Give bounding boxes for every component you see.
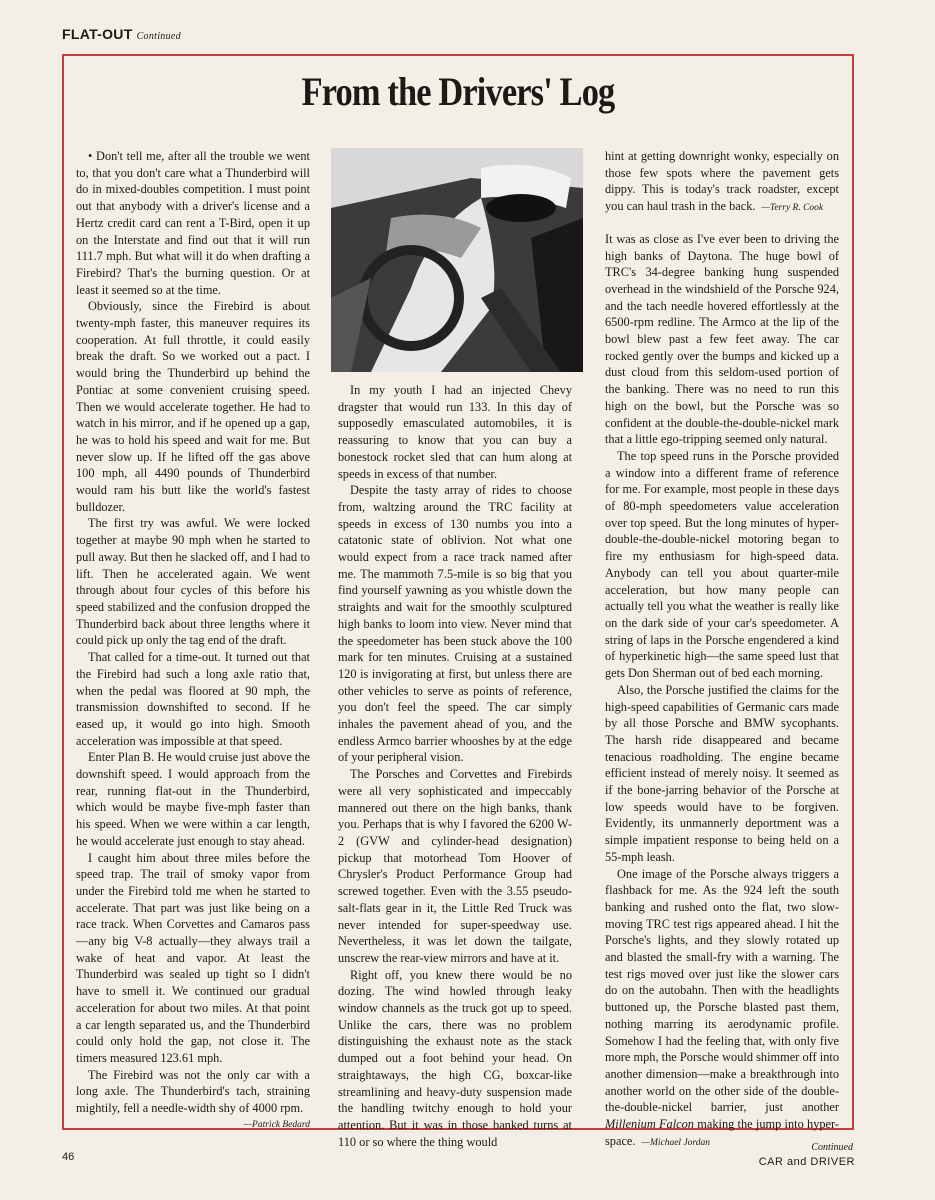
- page-number: 46: [62, 1151, 75, 1163]
- column-3: [605, 148, 839, 1151]
- paragraph: Enter Plan B. He would cruise just above the downshift speed. I would approach from the rear, running flat-out in the Thunderbird, which would be maybe five-mph faster than his speed. When we were within a car length, he would accelerate just enough to stay ahead.: [76, 750, 310, 848]
- paragraph-with-signature: [605, 866, 839, 1152]
- paragraph: That called for a time-out. It turned out that the Firebird had such a long axle ratio that, when the pedal was floored at 90 mph, the transmission downshifted to second. If he eased up, it would go into high. Smooth acceleration was impossible at that speed.: [76, 650, 310, 748]
- column-2: [338, 382, 572, 1150]
- paragraph: Right off, you knew there would be no dozing. The wind howled through leaky window channels as the truck got up to speed. Unlike the cars, there was no problem distinguishing the exhaust note as the stack dumped out a foot behind your head. On straightaways, the high CG, boxcar-like streamlining and heavy-duty suspension made the handling twitchy enough to hold your attention. But it was in those banked turns at 110 or so where the thing would: [338, 967, 572, 1149]
- paragraph-text: The Firebird was not the only car with a long axle. The Thunderbird's tach, straining mightily, fell a needle-width shy of 4000 rpm.: [76, 1067, 310, 1116]
- paragraph-text-end: making the jump into hyper-space.: [605, 1117, 839, 1148]
- paragraph: In my youth I had an injected Chevy dragster that would run 133. In this day of supposedly emasculated automobiles, it is reassuring to know that you can buy a bonestock rocket sled that can hum along at speeds in excess of that number.: [338, 383, 572, 481]
- emphasized-title: Millenium Falcon: [605, 1117, 694, 1132]
- running-header: [62, 26, 181, 42]
- paragraph: Obviously, since the Firebird is about twenty-mph faster, this maneuver requires its cooperation. At full throttle, it could easily break the draft. So we worked out a pact. I would bring the Thunderbird up behind the Pontiac at some convenient cruising speed. Then we would accelerate together. He had to watch in his mirror, and if he opened up a gap, he was to hold his speed and wait for me. But never slow up. If he lifted off the gas above 100 mph, all 4490 pounds of Thunderbird would ram his butt like the world's fastest bulldozer.: [76, 299, 310, 514]
- author-signature: —Michael Jordan: [641, 1137, 711, 1148]
- paragraph-text: One image of the Porsche always triggers a flashback for me. As the 924 left the south banking and rushed onto the flat, two slow-moving TRC test rigs appeared ahead. I hit the Porsche's lights, and they slowly rotated up and blasted the small-fry with a warning. The test rigs moved over just like the slower cars do on the autobahn. Then with the headlights buttoned up, the Porsche blasted past them, nothing marring its aerodynamic profile. Somehow I had the feeling that, with only five more mph, the Porsche would shimmer off into another dimension—make a breakthrough into another world on the other side of the double-the-double-nickel barrier, just another: [605, 866, 839, 1115]
- driver-photo: [331, 148, 583, 372]
- author-signature: —Patrick Bedard: [243, 1119, 310, 1130]
- continued-label: Continued: [136, 31, 181, 42]
- paragraph: Also, the Porsche justified the claims for the high-speed capabilities of Germanic cars made by all those Porsche and BMW sycophants. The harsh ride disappeared and became tenacious roadholding. The engine became efficient instead of merely noisy. It seemed as if the bone-jarring behavior of the Porsche at low speeds would have to be forgiven. Evidently, its unmannerly deportment was a simple impatient response to being held on a 55-mph leash.: [605, 682, 839, 864]
- driver-photo-illustration: [331, 148, 583, 372]
- column-1: [76, 148, 310, 1133]
- paragraph-with-signature: [605, 148, 839, 217]
- continued-footer: Continued: [811, 1142, 853, 1153]
- paragraph: Despite the tasty array of rides to choose from, waltzing around the TRC facility at speeds in excess of 130 numbs you into a catatonic state of oblivion. Not what one would expect from a race track named after me. The mammoth 7.5-mile is so big that you find yourself yawning as you whistle down the straights and wait for the smoothly sculptured high banks to loom into view. Never mind that the speedometer has been stuck above the 100 mark for ten minutes. Cruising at a sustained 120 is invigorating at first, but unless there are other vehicles to serve as points of reference, you don't feel the speed. The car simply inhales the pavement ahead of you, and the endless Armco barrier whooshes by at the edge of your peripheral vision.: [338, 483, 572, 765]
- article-title: From the Drivers' Log: [301, 69, 615, 114]
- section-name: FLAT-OUT: [62, 26, 133, 42]
- paragraph: The first try was awful. We were locked together at maybe 90 mph when he started to pull away. But then he slacked off, and I had to lift. Then he accelerated again. We went through about four cycles of this before his speed stabilized and the confusion dropped the Thunderbird back about three lengths where it could pick up only the tag end of the draft.: [76, 516, 310, 648]
- paragraph: I caught him about three miles before the speed trap. The trail of smoky vapor from under the Firebird told me when he started to accelerate. That part was just like being on a race track. When Corvettes and Camaros pass—any big V-8 actually—they always trail a wake of heat and vapor. At least the Thunderbird was sealed up tight so I didn't have to smell it. We continued our gradual acceleration for about two miles. At that point a car length separated us, and the Thunderbird could only hold the gap, not close it. The timers measured 123.61 mph.: [76, 850, 310, 1065]
- paragraph-with-signature: [76, 1067, 310, 1130]
- magazine-name: CAR and DRIVER: [758, 1156, 855, 1168]
- author-signature: —Terry R. Cook: [761, 203, 824, 214]
- paragraph-text: hint at getting downright wonky, especially on those few spots where the pavement gets dippy. This is today's track roadster, except you can haul trash in the back.: [605, 149, 839, 214]
- paragraph: It was as close as I've ever been to driving the high banks of Daytona. The huge bowl of TRC's 34-degree banking hung suspended overhead in the windshield of the Porsche 924, and the tach needle hovered effortlessly at the 6500-rpm redline. The Armco at the lip of the bowl blew past a few feet away. The car rocked gently over the bumps and kicked up a dust cloud from this seldom-used portion of the banking. There was no need to run this high on the bowl, but the Porsche was so confident at the double-the-double-nickel mark that a little ego-tripping seemed only natural.: [605, 231, 839, 447]
- paragraph: The top speed runs in the Porsche provided a window into a different frame of reference for me. For example, most people in these days of 80-mph speedometers value acceleration over top speed. But the long minutes of hyper-double-the-double-nickel motoring began to fire my enthusiasm for high-speed data. Anybody can tell you about quarter-mile acceleration, but how many people can actually tell you what the weather is really like on the dark side of your car's speedometer. A string of laps in the Porsche engendered a kind of hyperkinetic high—the same speed lust that gets Don Sherman out of bed each morning.: [605, 448, 839, 681]
- paragraph: • Don't tell me, after all the trouble we went to, that you don't care what a Thunderbird will do in mixed-doubles competition. I must point out that anybody with a driver's license and a Hertz credit card can rent a T-Bird, open it up on the Interstate and find out that it will run 111.7 mph. But what will it do when drafting a Firebird? That's the burning question. Or at least it seemed so at the time.: [76, 149, 310, 297]
- paragraph: The Porsches and Corvettes and Firebirds were all very sophisticated and impeccably mannered out there on the high banks, thank you. Perhaps that is why I favored the 6200 W-2 (GVW and cylinder-head designation) pickup that motorhead Tom Hoover of Chrysler's Product Performance Group had screwed together. Even with the 3.55 pseudo-salt-flats gear in it, the Little Red Truck was never intended for super-speedway use. Nevertheless, it was let down the tailgate, unscrew the rear-view mirrors and have at it.: [338, 767, 572, 965]
